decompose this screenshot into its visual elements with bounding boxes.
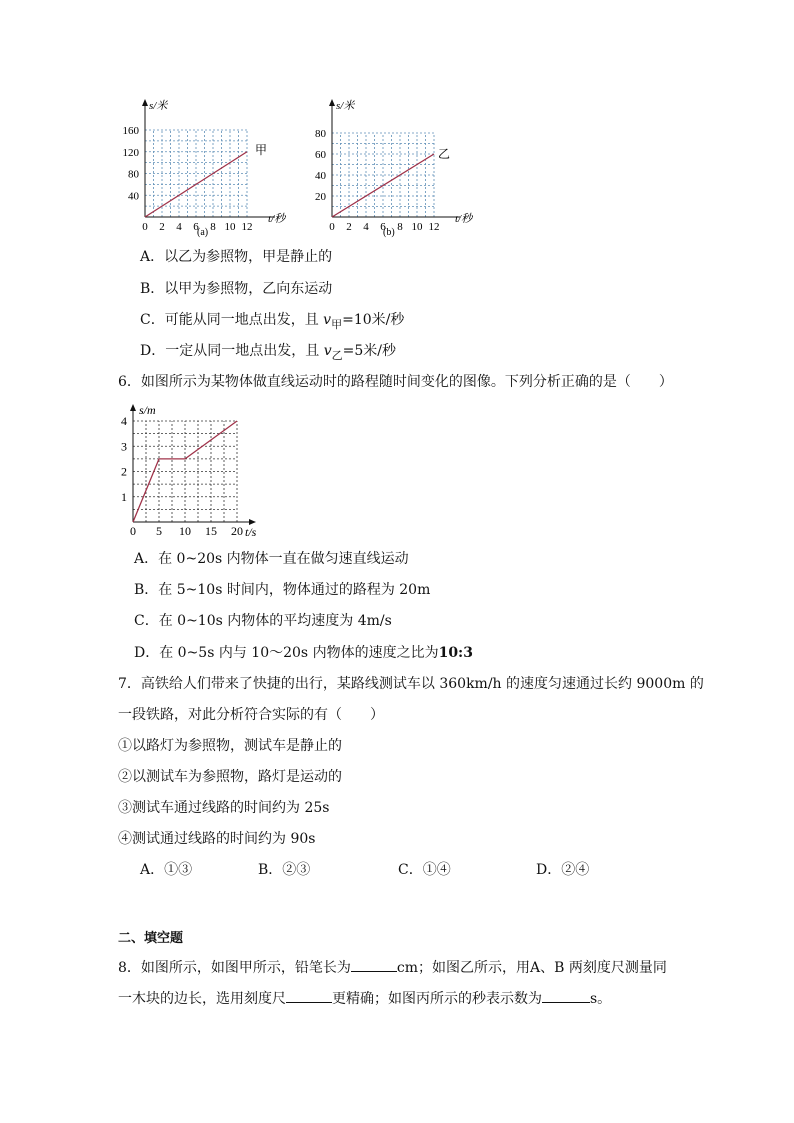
y-tick-label: 2	[121, 464, 127, 479]
q5-option-d-value: =5米/秒	[342, 343, 396, 359]
q8-text-2: cm；如图乙所示，用A、B 两刻度尺测量同	[396, 960, 667, 976]
x-tick-label: 2	[346, 221, 352, 233]
velocity-symbol: v	[323, 312, 332, 328]
x-tick-label: 0	[130, 524, 136, 538]
series-label-jia: 甲	[255, 143, 268, 157]
x-tick-label: 20	[231, 524, 243, 538]
x-tick-label: 2	[159, 221, 165, 233]
graph-caption: (b)	[383, 227, 395, 238]
y-axis-arrow	[142, 99, 148, 106]
y-tick-label: 1	[121, 489, 127, 504]
series-label-yi: 乙	[438, 147, 451, 161]
velocity-subscript: 甲	[331, 317, 343, 331]
x-tick-label: 15	[205, 524, 217, 538]
section-title: 二、填空题	[118, 931, 184, 946]
y-tick-label: 40	[315, 170, 326, 182]
x-tick-label: 4	[176, 221, 182, 233]
velocity-subscript: 乙	[331, 348, 343, 362]
q8-line2	[118, 989, 611, 1008]
x-tick-label: 10	[411, 221, 423, 233]
q5-option-b: B．以甲为参照物，乙向东运动	[140, 281, 333, 297]
q7-option-a: A．①③	[140, 862, 193, 878]
y-tick-label: 4	[121, 414, 127, 428]
graph-a	[120, 95, 300, 245]
q7-statement-2: ②以测试车为参照物，路灯是运动的	[118, 769, 342, 785]
x-tick-label: 12	[428, 221, 440, 233]
x-tick-label: 10	[179, 524, 191, 538]
answer-blank-3[interactable]	[542, 989, 590, 1003]
q7-option-b: B．②③	[258, 862, 311, 878]
y-axis-arrow	[130, 404, 136, 411]
q7-option-d: D．②④	[536, 862, 590, 878]
q8-text-3: 一木块的边长，选用刻度尺	[118, 991, 286, 1007]
y-tick-label: 20	[315, 191, 326, 203]
y-tick-label: 80	[128, 168, 139, 181]
q6-option-a: A．在 0~20s 内物体一直在做匀速直线运动	[134, 551, 409, 567]
y-axis-arrow	[329, 99, 335, 106]
y-tick-label: 40	[128, 190, 139, 203]
q6-option-d	[134, 644, 473, 662]
graph-q6	[112, 400, 272, 540]
q6-option-c: C．在 0~10s 内物体的平均速度为 4m/s	[134, 613, 392, 629]
x-tick-label: 5	[156, 524, 162, 538]
q5-option-d-text: D．一定从同一地点出发，且	[140, 343, 320, 359]
velocity-symbol: v	[323, 343, 332, 359]
x-tick-label: 6	[380, 221, 386, 233]
x-tick-label: 0	[329, 221, 335, 233]
q5-option-c-text: C．可能从同一地点出发，且	[140, 312, 319, 328]
answer-blank-2[interactable]	[286, 989, 332, 1003]
graph-b	[310, 95, 490, 245]
q7-stem-line1: 7．高铁给人们带来了快捷的出行，某路线测试车以 360km/h 的速度匀速通过长约 9000m 的	[118, 676, 704, 692]
x-tick-label: 8	[397, 221, 403, 233]
q7-option-c: C．①④	[398, 862, 451, 878]
x-tick-label: 6	[193, 221, 199, 233]
y-tick-label: 160	[122, 125, 139, 137]
q8-text-5: s。	[590, 991, 612, 1007]
q5-option-d	[140, 342, 396, 365]
x-tick-label: 0	[142, 221, 148, 233]
q7-statement-1: ①以路灯为参照物，测试车是静止的	[118, 738, 342, 754]
y-tick-label: 60	[315, 149, 326, 161]
q7-stem-line2: 一段铁路，对此分析符合实际的有（ ）	[118, 707, 384, 723]
y-axis-label: s/米	[149, 100, 168, 112]
x-axis-label: t/秒	[268, 213, 286, 225]
q5-option-a: A．以乙为参照物，甲是静止的	[140, 249, 333, 265]
x-axis-label: t/s	[245, 525, 257, 539]
x-tick-label: 10	[224, 221, 236, 233]
y-axis-label: s/m	[139, 403, 156, 417]
y-axis-label: s/米	[336, 100, 355, 112]
x-axis-label: t/秒	[455, 213, 473, 225]
answer-blank-1[interactable]	[351, 958, 397, 972]
x-tick-label: 4	[363, 221, 369, 233]
x-tick-label: 12	[241, 221, 253, 233]
x-tick-label: 8	[210, 221, 216, 233]
graph-caption: (a)	[197, 227, 209, 238]
q6-option-d-ratio: 10:3	[438, 645, 473, 661]
q5-option-c-value: =10米/秒	[342, 312, 405, 328]
q7-statement-4: ④测试通过线路的时间约为 90s	[118, 831, 316, 847]
y-tick-label: 120	[122, 146, 139, 159]
q8-line1	[118, 958, 667, 977]
q5-option-c	[140, 311, 404, 334]
q6-stem: 6．如图所示为某物体做直线运动时的路程随时间变化的图像。下列分析正确的是（ ）	[118, 374, 673, 390]
q8-text-4: 更精确；如图丙所示的秒表示数为	[332, 991, 542, 1007]
y-tick-label: 80	[315, 128, 326, 140]
y-tick-label: 3	[121, 439, 127, 454]
q8-text-1: 8．如图所示，如图甲所示，铅笔长为	[118, 960, 351, 976]
q6-option-d-text: D．在 0~5s 内与 10～20s 内物体的速度之比为	[134, 645, 439, 661]
q7-statement-3: ③测试车通过线路的时间约为 25s	[118, 800, 330, 816]
q6-option-b: B．在 5~10s 时间内，物体通过的路程为 20m	[134, 582, 431, 598]
